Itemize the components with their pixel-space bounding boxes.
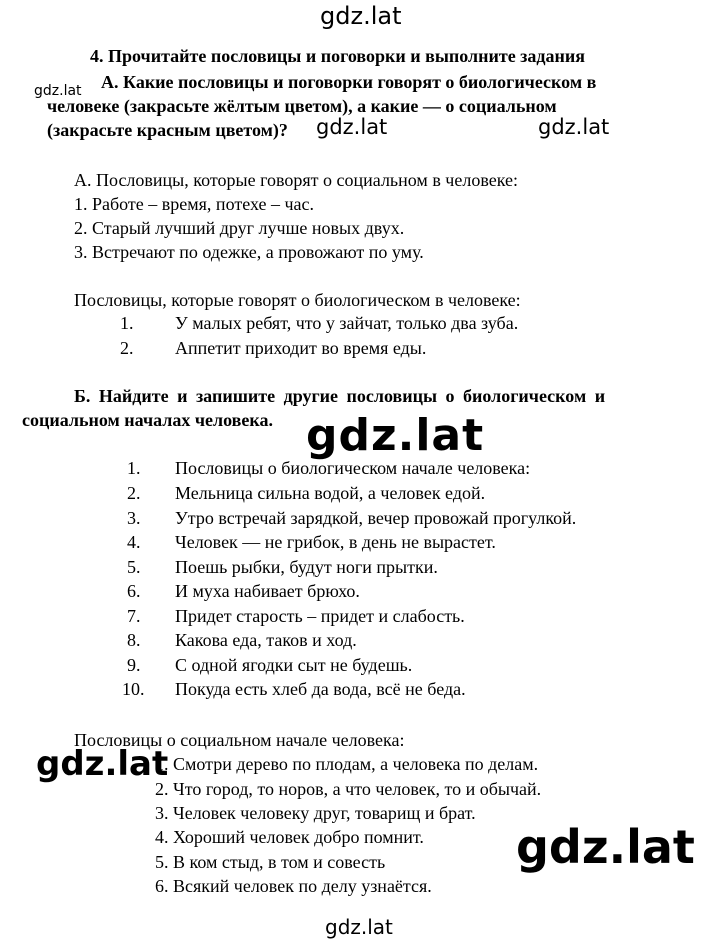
section-b-social-item: 1. Смотри дерево по плодам, а человека по делам.	[155, 754, 539, 774]
section-b-social-item: 5. В ком стыд, в том и совесть	[155, 852, 386, 872]
section-b-item: Утро встречай зарядкой, вечер провожай прогулкой.	[175, 508, 577, 528]
section-b-item: Какова еда, таков и ход.	[175, 630, 357, 650]
section-b-item: Человек — не грибок, в день не вырастет.	[175, 532, 496, 552]
watermark-center-big: gdz.lat	[306, 410, 485, 461]
section-b-number: 9.	[127, 655, 141, 675]
section-b-number: 7.	[127, 606, 141, 626]
section-b-social-item: 2. Что город, то норов, а что человек, то и обычай.	[155, 779, 542, 799]
section-b-number: 3.	[127, 508, 141, 528]
section-b-social-item: 6. Всякий человек по делу узнаётся.	[155, 876, 432, 896]
section-b-item: Пословицы о биологическом начале человека:	[175, 458, 531, 478]
section-a-bio-number: 1.	[120, 313, 134, 333]
section-b-item: И муха набивает брюхо.	[175, 581, 360, 601]
section-b-number: 2.	[127, 483, 141, 503]
section-b-number: 5.	[127, 557, 141, 577]
section-b-social-intro: Пословицы о социальном начале человека:	[74, 730, 405, 750]
section-a-bio-item: У малых ребят, что у зайчат, только два зуба.	[175, 313, 519, 333]
task-title-line-1: 4. Прочитайте пословицы и поговорки и выполните задания	[90, 46, 585, 66]
section-b-social-item: 4. Хороший человек добро помнит.	[155, 827, 424, 847]
section-a-bio-intro: Пословицы, которые говорят о биологическом в человеке:	[74, 290, 521, 310]
section-b-item: Придет старость – придет и слабость.	[175, 606, 465, 626]
section-b-item: С одной ягодки сыт не будешь.	[175, 655, 413, 675]
section-a-social-item: 2. Старый лучший друг лучше новых двух.	[74, 218, 405, 238]
section-a-social-item: 1. Работе – время, потехе – час.	[74, 194, 315, 214]
section-a-bio-number: 2.	[120, 338, 134, 358]
task-title-line-3: человеке (закрасьте жёлтым цветом), а какие — о социальном	[47, 96, 557, 116]
watermark-title-inline: gdz.lat	[316, 115, 388, 139]
watermark-left-big: gdz.lat	[36, 744, 169, 784]
section-a-social-item: 3. Встречают по одежке, а провожают по уму.	[74, 242, 424, 262]
section-b-number: 1.	[127, 458, 141, 478]
task-title-line-4: (закрасьте красным цветом)?	[47, 120, 288, 140]
section-b-item: Мельница сильна водой, а человек едой.	[175, 483, 486, 503]
section-b-social-item: 3. Человек человеку друг, товарищ и брат.	[155, 803, 476, 823]
watermark-top: gdz.lat	[320, 2, 402, 30]
section-b-title-line-1: Б. Найдите и запишите другие пословицы о биологическом и	[74, 386, 606, 406]
section-b-number: 4.	[127, 532, 141, 552]
watermark-small-left: gdz.lat	[34, 83, 82, 99]
section-a-social-intro: А. Пословицы, которые говорят о социальном в человеке:	[74, 170, 519, 190]
section-b-title-line-2: социальном началах человека.	[22, 410, 273, 430]
section-a-bio-item: Аппетит приходит во время еды.	[175, 338, 427, 358]
section-b-item: Поешь рыбки, будут ноги прытки.	[175, 557, 438, 577]
watermark-right-big: gdz.lat	[516, 820, 695, 874]
watermark-title-right: gdz.lat	[538, 115, 610, 139]
section-b-item: Покуда есть хлеб да вода, всё не беда.	[175, 679, 466, 699]
task-title-line-2: А. Какие пословицы и поговорки говорят о биологическом в	[101, 72, 597, 92]
section-b-number: 6.	[127, 581, 141, 601]
section-b-number: 10.	[122, 679, 145, 699]
section-b-number: 8.	[127, 630, 141, 650]
watermark-bottom: gdz.lat	[325, 915, 393, 939]
